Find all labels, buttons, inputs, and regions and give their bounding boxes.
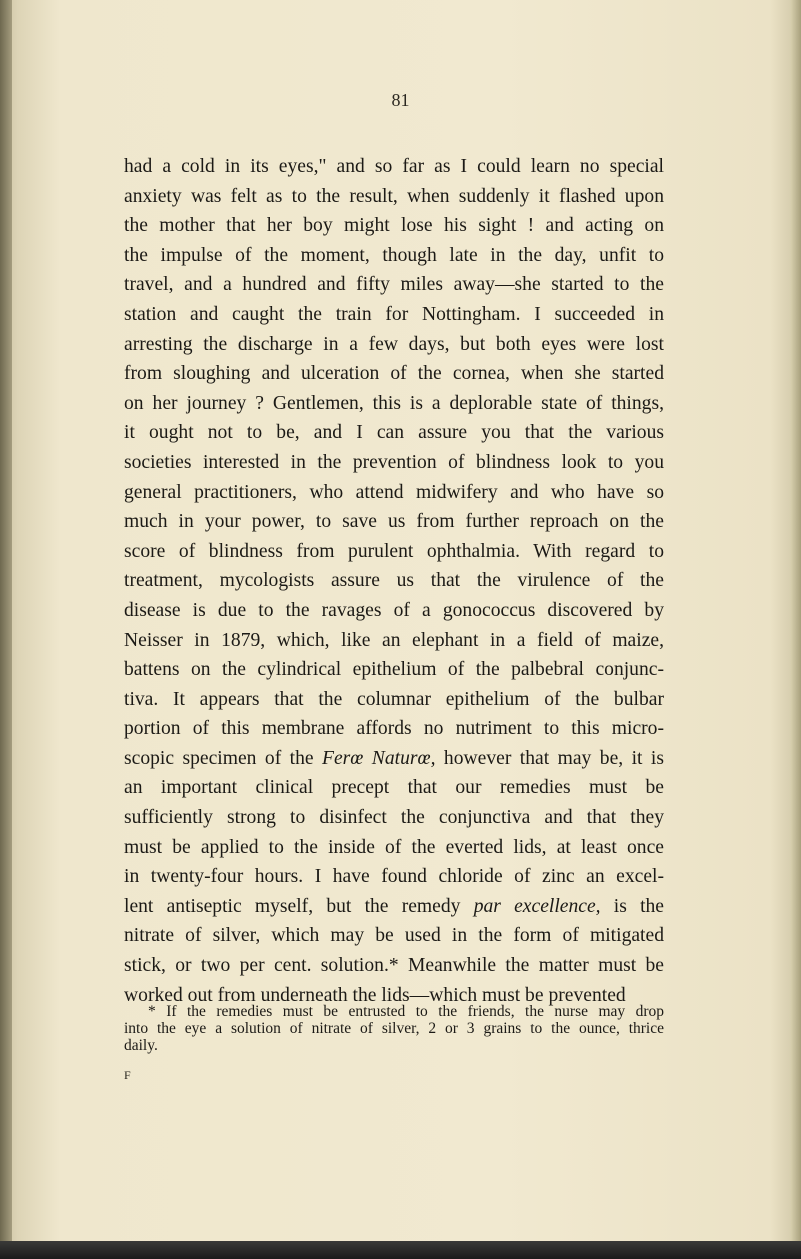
signature-mark: F — [124, 1068, 131, 1082]
body-line: societies interested in the prevention of blindness look to you — [124, 451, 664, 473]
scan-bottom-edge — [0, 1241, 801, 1259]
body-line: from sloughing and ulceration of the cornea, when she started — [124, 363, 664, 385]
body-line: score of blindness from purulent ophthalmia. With regard to — [124, 540, 664, 562]
body-line: in twenty-four hours. I have found chloride of zinc an excel- — [124, 866, 664, 888]
body-line: disease is due to the ravages of a gonococcus discovered by — [124, 599, 664, 621]
body-line: station and caught the train for Nottingham. I succeeded in — [124, 303, 664, 325]
body-line: on her journey ? Gentlemen, this is a deplorable state of things, — [124, 392, 664, 414]
body-line: stick, or two per cent. solution.* Meanwhile the matter must be — [124, 955, 664, 977]
body-text — [124, 152, 664, 1010]
page-edge — [791, 0, 801, 1259]
body-line: the mother that her boy might lose his sight ! and acting on — [124, 215, 664, 237]
body-line: Neisser in 1879, which, like an elephant in a field of maize, — [124, 629, 664, 651]
body-line-italic-phrase — [124, 892, 664, 922]
body-line: arresting the discharge in a few days, but both eyes were lost — [124, 333, 664, 355]
body-line: it ought not to be, and I can assure you that the various — [124, 422, 664, 444]
body-line: portion of this membrane affords no nutriment to this micro- — [124, 718, 664, 740]
body-line: sufficiently strong to disinfect the conjunctiva and that they — [124, 807, 664, 829]
body-line-italic-phrase — [124, 744, 664, 774]
body-line: battens on the cylindrical epithelium of the palbebral conjunc- — [124, 659, 664, 681]
body-line: much in your power, to save us from further reproach on the — [124, 511, 664, 533]
page-number: 81 — [391, 90, 410, 110]
body-line: treatment, mycologists assure us that the virulence of the — [124, 570, 664, 592]
italic-phrase: Ferœ Naturœ, — [322, 747, 436, 769]
body-line: general practitioners, who attend midwifery and who have so — [124, 481, 664, 503]
text-run: lent antiseptic myself, but the remedy — [124, 895, 474, 917]
body-line: had a cold in its eyes," and so far as I could learn no special — [124, 156, 664, 177]
body-line: must be applied to the inside of the everted lids, at least once — [124, 836, 664, 858]
text-run: however that may be, it is — [435, 747, 664, 769]
italic-phrase: par excellence, — [473, 895, 601, 917]
footnote-line: into the eye a solution of nitrate of silver, 2 or 3 grains to the ounce, thrice — [124, 1020, 664, 1037]
text-run: scopic specimen of the — [124, 747, 323, 769]
body-line: anxiety was felt as to the result, when suddenly it flashed upon — [124, 185, 664, 207]
footnote — [124, 1003, 664, 1054]
body-line: travel, and a hundred and fifty miles away—she started to the — [124, 274, 664, 296]
text-run: is the — [600, 895, 665, 917]
footnote-line: daily. — [124, 1037, 158, 1054]
body-line: tiva. It appears that the columnar epithelium of the bulbar — [124, 688, 664, 710]
body-line: the impulse of the moment, though late in the day, unfit to — [124, 244, 664, 266]
footnote-line: * If the remedies must be entrusted to the friends, the nurse may drop — [148, 1003, 664, 1020]
binding-gutter — [0, 0, 12, 1259]
body-line: nitrate of silver, which may be used in the form of mitigated — [124, 925, 664, 947]
body-line: an important clinical precept that our remedies must be — [124, 777, 664, 799]
body-line: worked out from underneath the lids—which must be prevented — [124, 984, 626, 1006]
